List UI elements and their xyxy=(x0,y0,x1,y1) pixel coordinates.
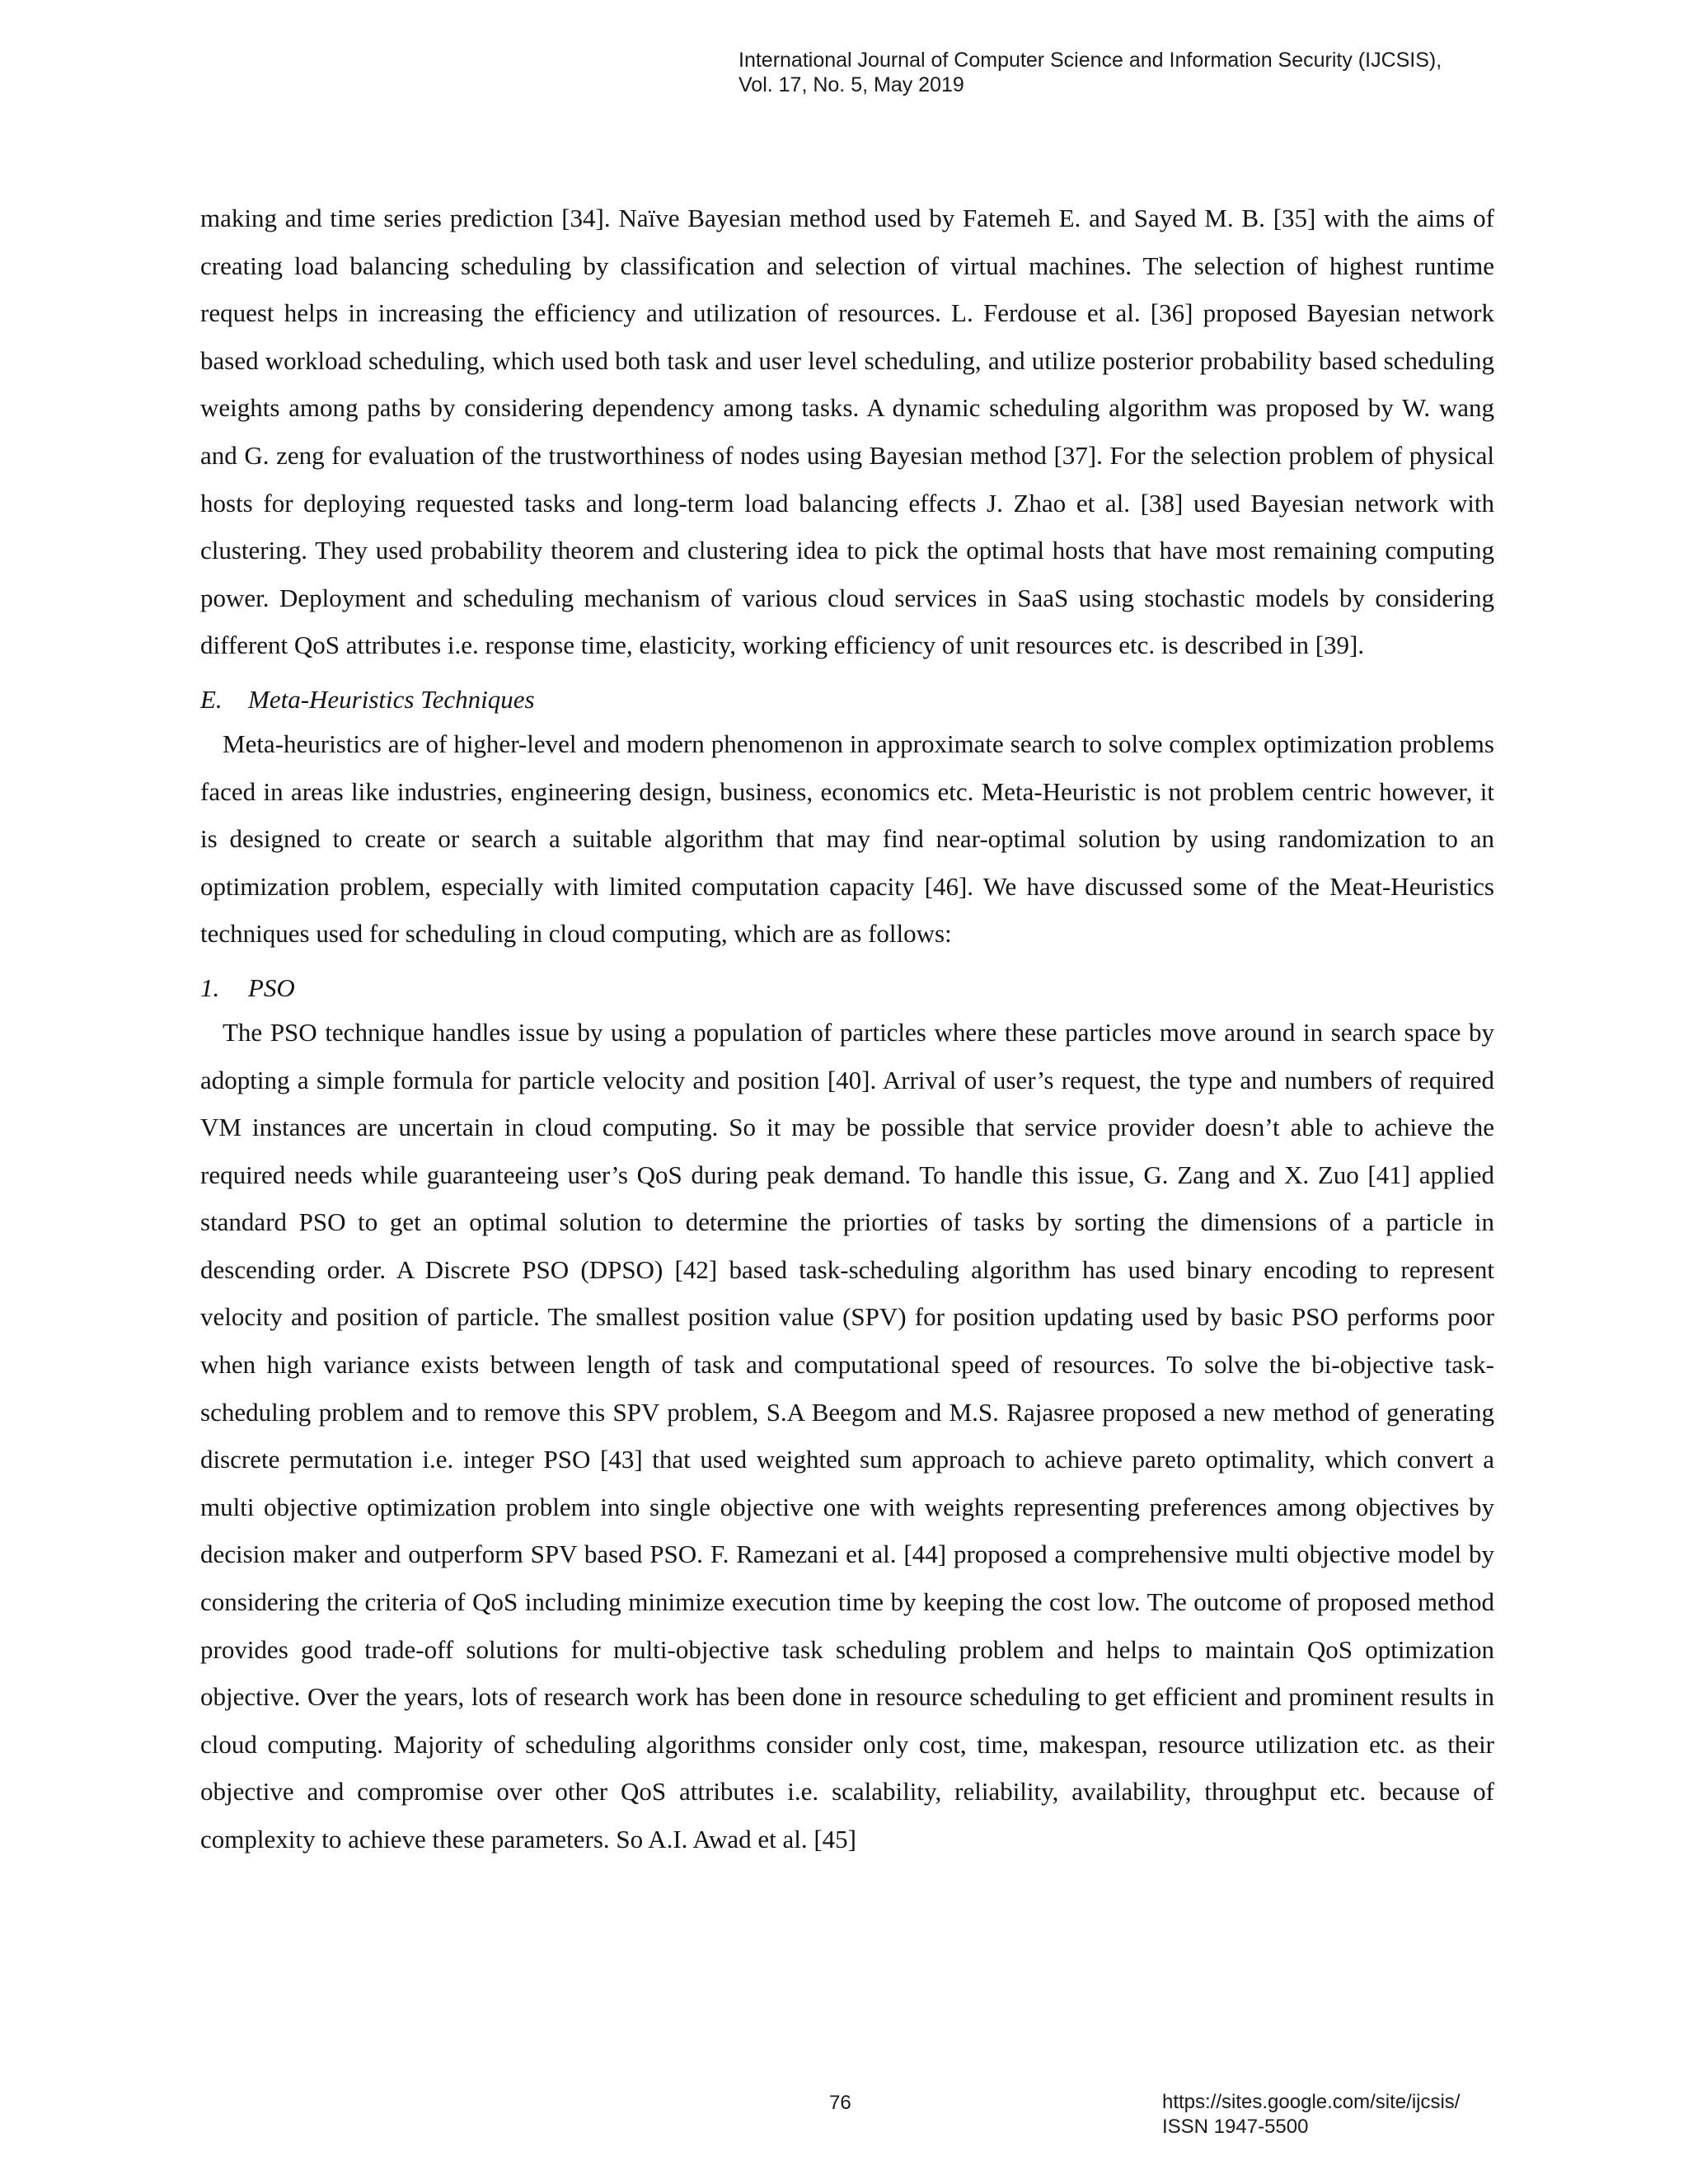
section-heading-e xyxy=(200,679,1494,720)
journal-url: https://sites.google.com/site/ijcsis/ xyxy=(1162,2091,1461,2113)
journal-volume-line: Vol. 17, No. 5, May 2019 xyxy=(738,73,964,96)
section-number: E. xyxy=(200,684,223,714)
paragraph-pso: The PSO technique handles issue by using a population of particles where these particles move around in search space by adopting a simple formula for particle velocity and position [40]. Arrival of user’s request, the type and numbers of required VM instances are uncertain in cloud computing. So it may be possible that service provider doesn’t able to achieve the required needs while guaranteeing user’s QoS during peak demand. To handle this issue, G. Zang and X. Zuo [41] applied standard PSO to get an optimal solution to determine the priorties of tasks by sorting the dimensions of a particle in descending order. A Discrete PSO (DPSO) [42] based task-scheduling algorithm has used binary encoding to represent velocity and position of particle. The smallest position value (SPV) for position updating used by basic PSO performs poor when high variance exists between length of task and computational speed of resources. To solve the bi-objective task-scheduling problem and to remove this SPV problem, S.A Beegom and M.S. Rajasree proposed a new method of generating discrete permutation i.e. integer PSO [43] that used weighted sum approach to achieve pareto optimality, which convert a multi objective optimization problem into single objective one with weights representing preferences among objectives by decision maker and outperform SPV based PSO. F. Ramezani et al. [44] proposed a comprehensive multi objective model by considering the criteria of QoS including minimize execution time by keeping the cost low. The outcome of proposed method provides good trade-off solutions for multi-objective task scheduling problem and helps to maintain QoS optimization objective. Over the years, lots of research work has been done in resource scheduling to get efficient and prominent results in cloud computing. Majority of scheduling algorithms consider only cost, time, makespan, resource utilization etc. as their objective and compromise over other QoS attributes i.e. scalability, reliability, availability, throughput etc. because of complexity to achieve these parameters. So A.I. Awad et al. [45] xyxy=(200,1017,1494,1854)
paragraph-meta-heuristics: Meta-heuristics are of higher-level and modern phenomenon in approximate search to solve complex optimization problems faced in areas like industries, engineering design, business, economics etc. Meta-Heuristic is not problem centric however, it is designed to create or search a suitable algorithm that may find near-optimal solution by using randomization to an optimization problem, especially with limited computation capacity [46]. We have discussed some of the Meat-Heuristics techniques used for scheduling in cloud computing, which are as follows: xyxy=(200,729,1494,949)
page-number: 76 xyxy=(829,2092,851,2114)
paragraph-bayesian: making and time series prediction [34]. Naïve Bayesian method used by Fatemeh E. and Sayed M. B. [35] with the aims of creating load balancing scheduling by classification and selection of virtual machines. The selection of highest runtime request helps in increasing the efficiency and utilization of resources. L. Ferdouse et al. [36] proposed Bayesian network based workload scheduling, which used both task and user level scheduling, and utilize posterior probability based scheduling weights among paths by considering dependency among tasks. A dynamic scheduling algorithm was proposed by W. wang and G. zeng for evaluation of the trustworthiness of nodes using Bayesian method [37]. For the selection problem of physical hosts for deploying requested tasks and long-term load balancing effects J. Zhao et al. [38] used Bayesian network with clustering. They used probability theorem and clustering idea to pick the optimal hosts that have most remaining computing power. Deployment and scheduling mechanism of various cloud services in SaaS using stochastic models by considering different QoS attributes i.e. response time, elasticity, working efficiency of unit resources etc. is described in [39]. xyxy=(200,204,1494,660)
section-title: Meta-Heuristics Techniques xyxy=(248,684,535,714)
subsection-title: PSO xyxy=(248,972,295,1002)
subsection-number: 1. xyxy=(200,972,220,1002)
issn: ISSN 1947-5500 xyxy=(1162,2116,1309,2138)
article-body xyxy=(200,194,1494,1863)
footer-info xyxy=(1162,2090,1460,2139)
journal-header xyxy=(738,48,1563,97)
subsection-heading-pso xyxy=(200,968,1494,1009)
journal-title-line: International Journal of Computer Science and Information Security (IJCSIS), xyxy=(738,49,1442,72)
